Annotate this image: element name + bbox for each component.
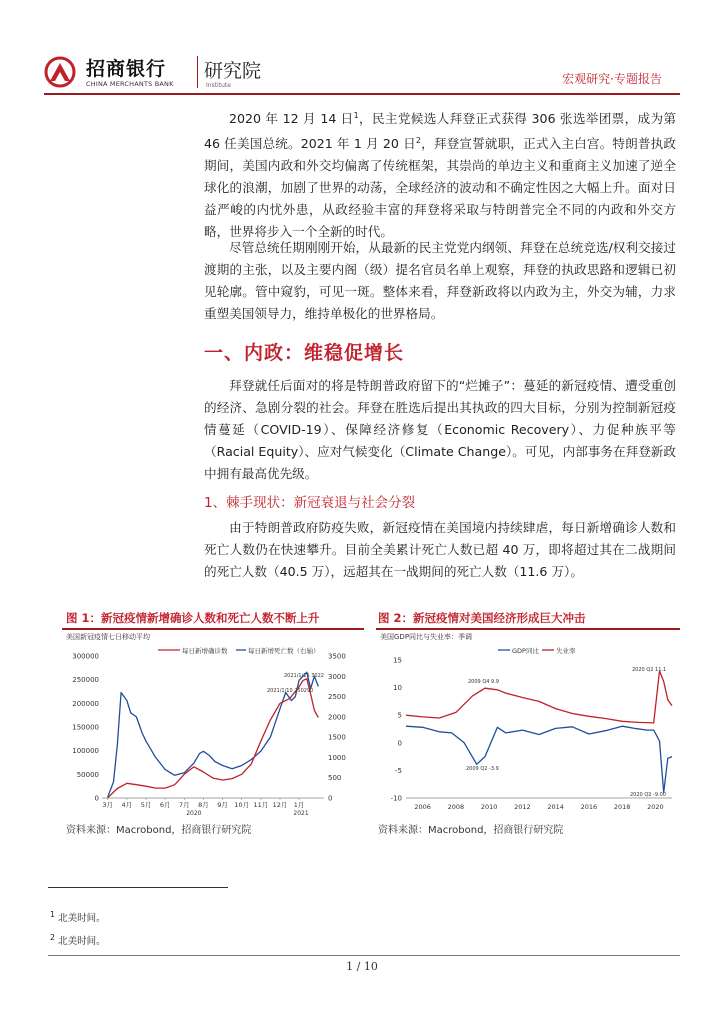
brand-separator: [197, 56, 198, 88]
x-tick-label: 7月: [178, 801, 190, 809]
annotation: 2009 Q4 9.9: [468, 679, 499, 685]
x-tick-label: 4月: [121, 801, 133, 809]
figure-2-source: 资料来源：Macrobond，招商银行研究院: [378, 825, 564, 836]
y-left-tick-label: 150000: [72, 723, 99, 732]
paragraph-2: 尽管总统任期刚刚开始，从最新的民主党党内纲领、拜登在总统竞选/权利交接过渡期的主张，以及主要内阁（级）提名官员名单上观察，拜登的执政思路和逻辑已初见轮廓。管中窥豹，可见一斑。整体来看，拜登新政将以内政为主，外交为辅，力求重塑美国领导力，维持单极化的世界格局。: [204, 240, 676, 321]
footnote-rule: [48, 887, 228, 888]
annotation: 2020 Q2 11.1: [632, 667, 667, 673]
brand-name-en: CHINA MERCHANTS BANK: [86, 80, 174, 88]
y-left-tick-label: 250000: [72, 676, 99, 685]
figure-1-source: 资料来源：Macrobond，招商银行研究院: [66, 825, 252, 836]
annotation: 2020 Q2 -9.00: [630, 792, 666, 798]
footnote-ref-2: 2: [415, 136, 421, 146]
legend-label-deaths: 每日新增死亡数（右轴）: [248, 647, 320, 655]
series-line-unemployment: [406, 671, 672, 723]
report-type-label: 宏观研究·专题报告: [562, 72, 662, 86]
cmb-logo-icon: [44, 56, 80, 88]
y-left-tick-label: 200000: [72, 699, 99, 708]
x-tick-label: 9月: [217, 801, 228, 809]
x-tick-label: 2014: [547, 803, 564, 811]
y-tick-label: 15: [393, 656, 402, 665]
gdp-unemployment-chart: [376, 630, 680, 818]
x-tick-label: 2020: [647, 803, 664, 811]
y-tick-label: 5: [397, 711, 402, 720]
footnote-2: $^2$ 北美时间。: [50, 933, 106, 948]
x-tick-label: 3月: [102, 801, 114, 809]
y-tick-label: -10: [390, 794, 402, 803]
x-year-label: 2020: [186, 810, 202, 817]
y-right-tick-label: 1000: [328, 753, 346, 762]
x-tick-label: 1月: [293, 801, 305, 809]
subsection-heading: 1、棘手现状：新冠衰退与社会分裂: [204, 495, 416, 511]
footnote-ref-1: 1: [353, 111, 359, 120]
x-tick-label: 5月: [140, 801, 152, 809]
x-tick-label: 2010: [480, 803, 498, 811]
x-tick-label: 2012: [514, 803, 531, 811]
header-rule: [44, 93, 680, 95]
x-tick-label: 8月: [198, 801, 209, 809]
legend-label-gdp: GDP同比: [512, 647, 539, 655]
x-tick-label: 2008: [447, 803, 465, 811]
x-tick-label: 2006: [414, 803, 431, 811]
annotation: 2021/1/15 3022: [284, 673, 324, 679]
x-tick-label: 2016: [580, 803, 598, 811]
y-left-tick-label: 100000: [72, 747, 99, 756]
figure-1-title: 图 1：新冠疫情新增确诊人数和死亡人数不断上升: [66, 611, 320, 625]
chart-2-subtitle: 美国GDP同比与失业率：季调: [380, 633, 473, 641]
y-left-tick-label: 0: [94, 794, 99, 803]
legend-label-cases: 每日新增确诊数: [182, 647, 228, 655]
paragraph-1: 2020 年 12 月 14 日$^1$，民主党候选人拜登正式获得 306 张选举团票，成为第 46 任美国总统。2021 年 1 月 20 日$^2$，拜登宣誓就职，正式入主白宫。特朗普执政期间，美国内政和外交均偏离了传统框架，其崇尚的单边主义和重商主义加速了逆全球化的浪潮，加剧了世界的动荡，全球经济的波动和不确定性因之大幅上升。面对日益严峻的内忧外患，从政经验丰富的拜登将采取与特朗普完全不同的内政和外交方略，世界将步入一个全新的时代。: [204, 111, 676, 240]
paragraph-3: 拜登就任后面对的将是特朗普政府留下的“烂摊子”：蔓延的新冠疫情、遭受重创的经济、急剧分裂的社会。拜登在胜选后提出其执政的四大目标，分别为控制新冠疫情蔓延（COVID-19）、保障经济修复（Economic Recovery）、力促种族平等（Racial Equity）、应对气候变化（Climate Change）。可见，内部事务在拜登新政中拥有最高优先级。: [204, 378, 676, 481]
y-tick-label: 10: [393, 684, 402, 693]
institute-name-cn: 研究院: [204, 60, 262, 82]
series-line-cases: [108, 679, 319, 798]
figure-2-title: 图 2：新冠疫情对美国经济形成巨大冲击: [378, 611, 586, 625]
y-left-tick-label: 50000: [76, 770, 99, 779]
y-right-tick-label: 500: [328, 774, 342, 783]
section-heading: 一、内政：维稳促增长: [204, 342, 405, 364]
y-right-tick-label: 2500: [328, 693, 346, 702]
page-number: 1 / 10: [346, 960, 378, 973]
y-right-tick-label: 0: [328, 794, 333, 803]
y-tick-label: 0: [397, 739, 402, 748]
annotation: 2021/1/10 250290: [267, 688, 314, 694]
y-right-tick-label: 3500: [328, 652, 346, 661]
x-tick-label: 12月: [272, 801, 288, 809]
covid-cases-deaths-chart: [62, 630, 364, 818]
y-tick-label: -5: [395, 766, 402, 775]
series-line-gdp: [406, 726, 672, 792]
y-right-tick-label: 3000: [328, 672, 346, 681]
x-year-label: 2021: [293, 810, 309, 817]
y-right-tick-label: 2000: [328, 713, 346, 722]
annotation: 2009 Q2 -3.9: [466, 766, 499, 772]
page-footer-rule: [48, 955, 680, 956]
y-left-tick-label: 300000: [72, 652, 99, 661]
brand-name-cn: 招商银行: [86, 58, 167, 80]
legend-label-unemployment: 失业率: [556, 647, 576, 655]
x-tick-label: 6月: [159, 801, 171, 809]
institute-name-en: Institute: [206, 82, 231, 89]
x-tick-label: 10月: [234, 801, 250, 809]
footnote-1: $^1$ 北美时间。: [50, 910, 106, 925]
x-tick-label: 11月: [253, 801, 269, 809]
chart-1-subtitle: 美国新冠疫情七日移动平均: [66, 633, 150, 641]
paragraph-4: 由于特朗普政府防疫失败，新冠疫情在美国境内持续肆虐，每日新增确诊人数和死亡人数仍在快速攀升。目前全美累计死亡人数已超 40 万，即将超过其在二战期间的死亡人数（40.5 万），远超其在一战期间的死亡人数（11.6 万）。: [204, 520, 676, 579]
x-tick-label: 2018: [613, 803, 631, 811]
y-right-tick-label: 1500: [328, 733, 346, 742]
